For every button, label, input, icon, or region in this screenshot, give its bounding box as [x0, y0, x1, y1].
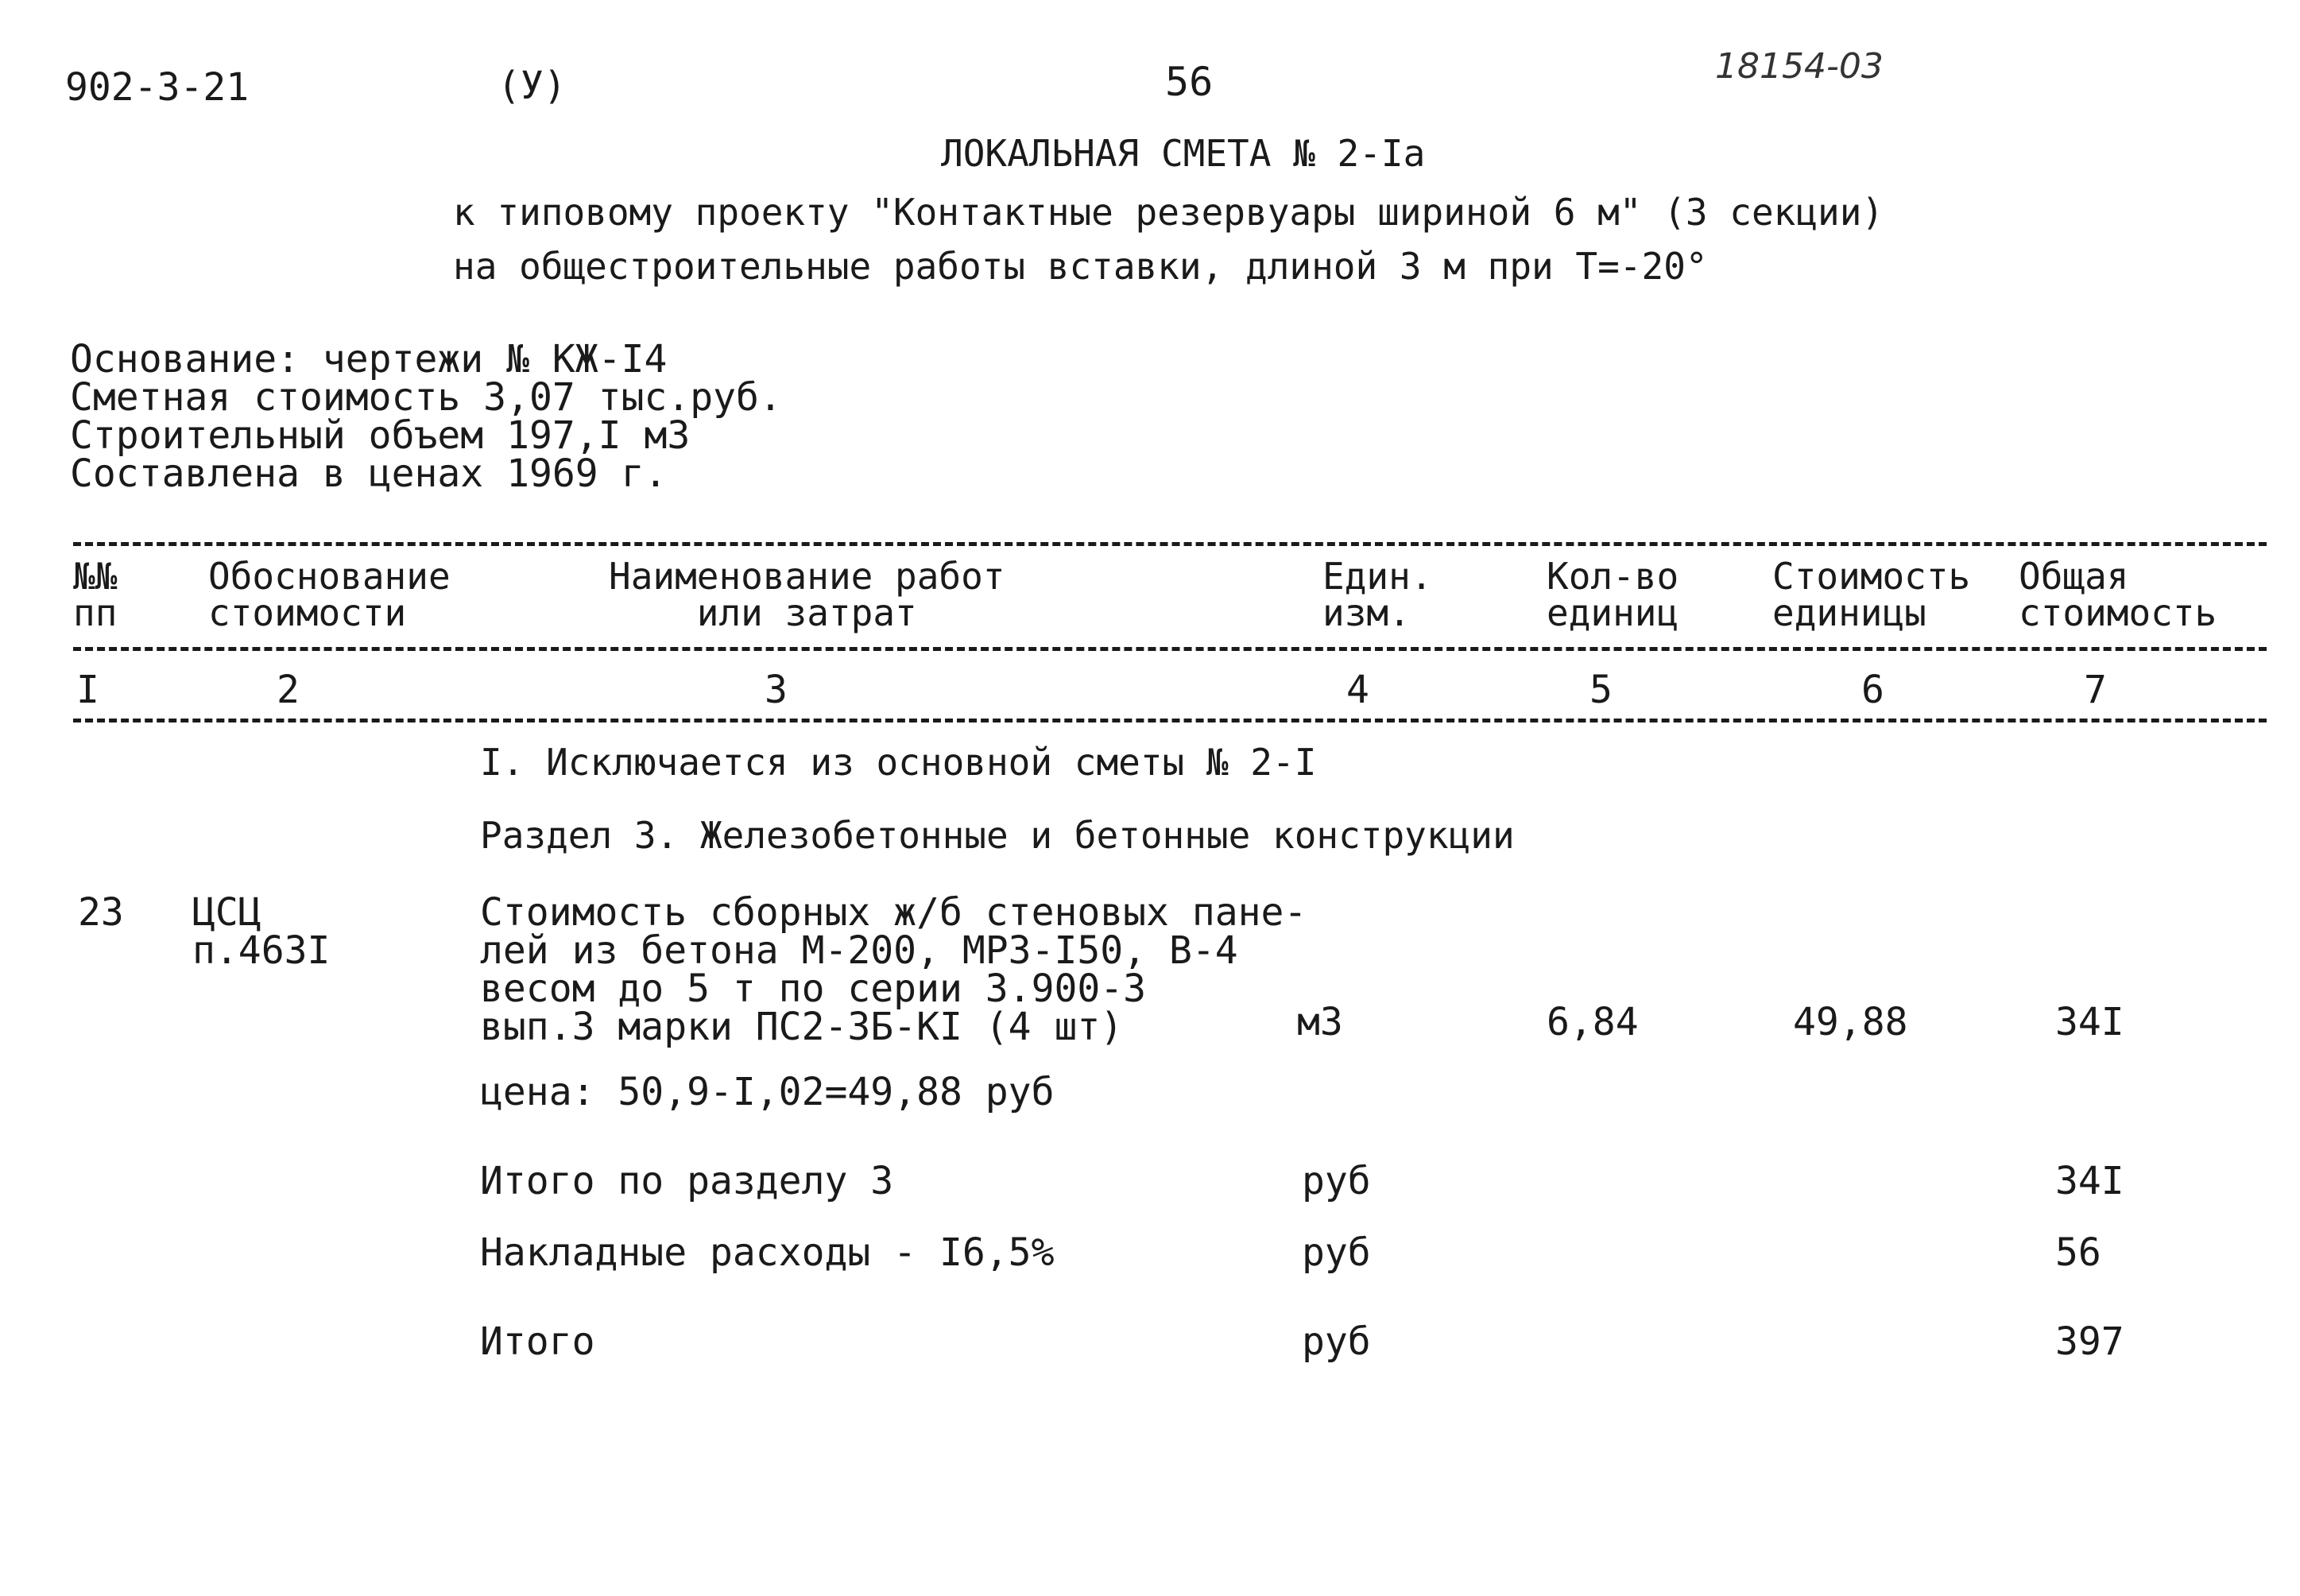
col-number-2: 2: [277, 668, 300, 712]
col-header-name: Наименование работ или затрат: [609, 555, 1005, 634]
col-header-unit-cost: Стоимость единицы: [1772, 555, 1971, 634]
row-quantity: 6,84: [1547, 1000, 1639, 1044]
total-value-grand: 397: [2055, 1319, 2124, 1364]
estimate-title: ЛОКАЛЬНАЯ СМЕТА № 2-Iа: [941, 132, 1426, 175]
col-number-6: 6: [1861, 668, 1884, 712]
inventory-number: 18154-03: [1715, 46, 1884, 87]
total-value-section: 34I: [2055, 1159, 2124, 1203]
row-unit-cost: 49,88: [1793, 1000, 1908, 1044]
col-header-num: №№ пп: [73, 555, 118, 634]
col-number-4: 4: [1346, 668, 1369, 712]
page-number: 56: [1165, 59, 1214, 105]
total-label-grand: Итого: [480, 1319, 595, 1364]
doc-mark: (У): [498, 64, 567, 108]
row-unit: м3: [1297, 1000, 1343, 1044]
price-note: цена: 50,9-I,02=49,88 руб: [480, 1070, 1055, 1114]
basis-drawings: Основание: чертежи № КЖ-I4: [70, 337, 668, 382]
col-number-5: 5: [1589, 668, 1613, 712]
table-rule-bottom: [73, 719, 2267, 722]
col-header-basis: Обоснование стоимости: [208, 555, 451, 634]
row-work-name: Стоимость сборных ж/б стеновых пане- лей из бетона М-200, МРЗ-I50, В-4 весом до 5 т по серии 3.900-3 вып.3 марки ПС2-3Б-КI (4 шт): [480, 890, 1307, 1049]
subsection-heading: Раздел 3. Железобетонные и бетонные конструкции: [480, 814, 1515, 857]
total-label-section: Итого по разделу 3: [480, 1159, 894, 1203]
col-number-7: 7: [2084, 668, 2107, 712]
section-heading: I. Исключается из основной сметы № 2-I: [480, 741, 1317, 784]
row-total-cost: 34I: [2055, 1000, 2124, 1044]
total-unit-grand: руб: [1302, 1319, 1371, 1364]
table-rule-top: [73, 542, 2267, 546]
basis-volume: Строительный объем 197,I м3: [70, 413, 691, 458]
row-number: 23: [78, 890, 124, 935]
total-unit-section: руб: [1302, 1159, 1371, 1203]
basis-cost: Сметная стоимость 3,07 тыс.руб.: [70, 375, 782, 420]
doc-code: 902-3-21: [65, 65, 250, 110]
estimate-scope: на общестроительные работы вставки, длиной 3 м при Т=-20°: [453, 245, 1708, 288]
col-number-3: 3: [765, 668, 788, 712]
col-number-1: I: [76, 668, 99, 712]
col-header-total: Общая стоимость: [2019, 555, 2217, 634]
estimate-subtitle: к типовому проекту "Контактные резервуары шириной 6 м" (3 секции): [453, 191, 1884, 234]
total-label-overhead: Накладные расходы - I6,5%: [480, 1230, 1055, 1275]
col-header-qty: Кол-во единиц: [1547, 555, 1679, 634]
table-rule-middle: [73, 647, 2267, 651]
row-basis: ЦСЦ п.463I: [192, 890, 331, 973]
basis-prices: Составлена в ценах 1969 г.: [70, 451, 668, 496]
col-header-unit: Един. изм.: [1322, 555, 1433, 634]
total-unit-overhead: руб: [1302, 1230, 1371, 1275]
total-value-overhead: 56: [2055, 1230, 2101, 1275]
